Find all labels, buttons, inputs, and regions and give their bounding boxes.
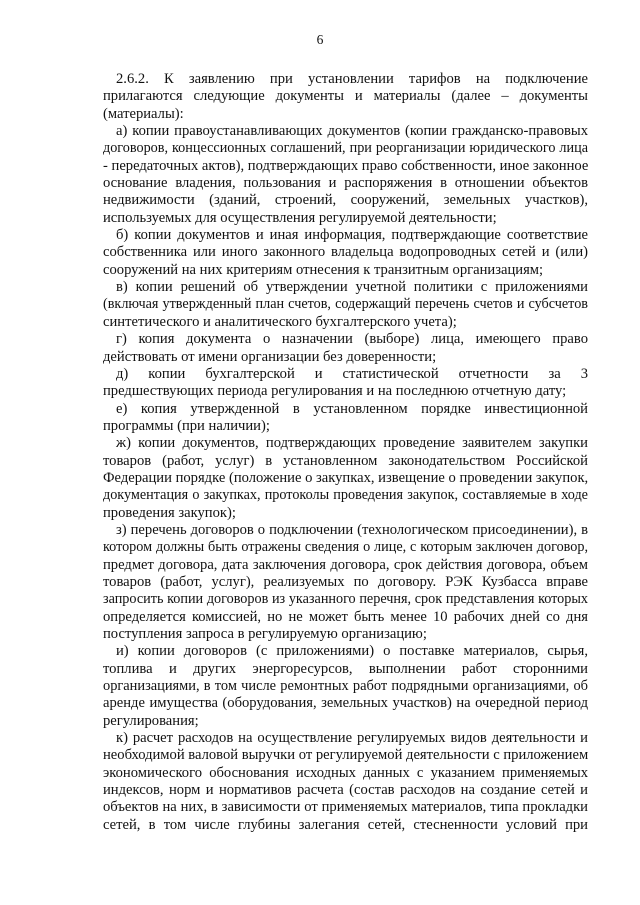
paragraph-d xyxy=(103,366,588,401)
text-line: проведения закупок); xyxy=(103,504,236,521)
text-line: экономического обоснования исходных данных с указанием применяемых xyxy=(103,764,588,781)
text-line: предмет договора, дата заключения договора, срок действия договора, объем xyxy=(103,556,588,573)
text-line: аренде имущества (оборудования, земельных участков) на очередной период xyxy=(103,695,588,712)
paragraph-b xyxy=(103,227,588,279)
text-line: основание владения, пользования и распоряжения в отношении объектов xyxy=(103,175,588,192)
text-line: (включая утвержденный план счетов, содержащий перечень счетов и субсчетов xyxy=(103,296,588,313)
text-line: организациями, в том числе ремонтных работ подрядными организациями, об xyxy=(103,678,588,695)
text-line: договоров, концессионных соглашений, при реорганизации юридического лица xyxy=(103,140,588,157)
paragraph-2-6-2 xyxy=(103,71,588,123)
text-line: объектов на них, в зависимости от применяемых материалов, типа прокладки xyxy=(103,799,588,816)
text-line: программы (при наличии); xyxy=(103,417,270,434)
text-line: регулирования; xyxy=(103,712,199,729)
text-line: а) копии правоустанавливающих документов (копии гражданско-правовых xyxy=(116,123,588,140)
page-number: 6 xyxy=(316,32,324,47)
text-line: 2.6.2. К заявлению при установлении тарифов на подключение xyxy=(116,71,588,87)
document-body xyxy=(103,71,588,834)
paragraph-k xyxy=(103,730,588,834)
text-line: недвижимости (зданий, строений, сооружений, земельных участков), xyxy=(103,192,588,209)
text-line: - передаточных актов), подтверждающих право собственности, иное законное xyxy=(103,157,589,174)
text-line: б) копии документов и иная информация, подтверждающие соответствие xyxy=(116,227,588,244)
text-line: документация о закупках, протоколы проведения закупок, составляемые в ходе xyxy=(103,487,588,504)
paragraph-z xyxy=(103,522,588,643)
paragraph-v xyxy=(103,279,588,331)
text-line: з) перечень договоров о подключении (технологическом присоединении), в xyxy=(116,521,588,538)
paragraph-a xyxy=(103,123,588,227)
text-line: г) копия документа о назначении (выборе) лица, имеющего право xyxy=(116,331,588,348)
text-line: прилагаются следующие документы и материалы (далее – документы xyxy=(103,88,588,105)
text-line: котором должны быть отражены сведения о лице, с которым заключен договор, xyxy=(103,539,588,556)
text-line: необходимой валовой выручки от регулируемой деятельности с приложением xyxy=(103,747,589,764)
text-line: топлива и других энергоресурсов, выполнении работ сторонними xyxy=(103,660,588,677)
text-line: запросить копии договоров из указанного перечня, срок представления которых xyxy=(103,591,588,608)
text-line: собственника или иного законного владельца водопроводных сетей и (или) xyxy=(103,244,588,261)
text-line: и) копии договоров (с приложениями) о поставке материалов, сырья, xyxy=(116,643,588,660)
paragraph-zh xyxy=(103,435,588,522)
text-line: товаров (работ, услуг) в установленном законодательством Российской xyxy=(103,452,588,469)
text-line: (материалы): xyxy=(103,105,184,122)
text-line: к) расчет расходов на осуществление регулируемых видов деятельности и xyxy=(116,730,588,747)
text-line: товаров (работ, услуг), реализуемых по договору. РЭК Кузбасса вправе xyxy=(103,573,588,590)
text-line: поступления запроса в регулируемую организацию; xyxy=(103,626,427,642)
text-line: Федерации порядке (положение о закупках, извещение о проведении закупок, xyxy=(103,469,589,486)
paragraph-g xyxy=(103,331,588,366)
text-line: используемых для осуществления регулируемой деятельности; xyxy=(103,209,497,226)
paragraph-i xyxy=(103,643,588,730)
text-line: синтетического и аналитического бухгалтерского учета); xyxy=(103,313,457,330)
text-line: индексов, норм и нормативов расчета (состав расходов на создание сетей и xyxy=(103,782,588,799)
text-line: в) копии решений об утверждении учетной политики с приложениями xyxy=(116,279,588,296)
text-line: действовать от имени организации без доверенности; xyxy=(103,348,437,365)
text-line: ж) копии документов, подтверждающих проведение заявителем закупки xyxy=(116,435,588,452)
text-line: сетей, в том числе глубины залегания сетей, стесненности условий при xyxy=(103,816,588,833)
text-line: сооружений на них критериям отнесения к транзитным организациям; xyxy=(103,261,544,278)
text-line: предшествующих периода регулирования и на последнюю отчетную дату; xyxy=(103,383,567,400)
text-line: е) копия утвержденной в установленном порядке инвестиционной xyxy=(116,400,588,417)
text-line: д) копии бухгалтерской и статистической отчетности за 3 xyxy=(116,365,588,382)
paragraph-e xyxy=(103,401,588,436)
text-line: определяется комиссией, но не может быть менее 10 рабочих дней со дня xyxy=(103,608,588,625)
